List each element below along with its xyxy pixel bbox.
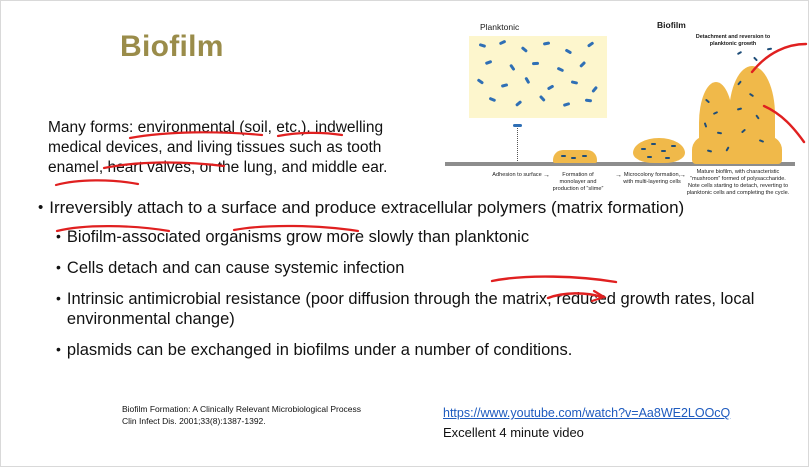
- bullet-text: Irreversibly attach to a surface and produce extracellular polymers (matrix formation): [49, 198, 685, 217]
- adhering-cell: [513, 124, 522, 127]
- stage-label-4: Mature biofilm, with characteristic “mushroom” formed of polysaccharide. Note cells starting to detach, reverting to planktonic cells and completing the cycle.: [686, 169, 790, 196]
- bullet-text: Cells detach and can cause systemic infection: [66, 259, 405, 277]
- biofilm-base: [692, 136, 782, 164]
- citation-line-2: Clin Infect Dis. 2001;33(8):1387-1392.: [122, 415, 266, 426]
- bullet-marker: •: [56, 290, 61, 306]
- detachment-note: Detachment and reversion to planktonic growth: [695, 34, 771, 47]
- bullet-text: Biofilm-associated organisms grow more slowly than planktonic: [66, 228, 530, 246]
- video-link-block: [443, 404, 730, 441]
- leader-line: [517, 128, 518, 161]
- bullet-text: plasmids can be exchanged in biofilms under a number of conditions.: [66, 341, 573, 359]
- list-item: [38, 198, 756, 218]
- stage-label-3: Microcolony formation, with multi-layering cells: [623, 172, 681, 185]
- stage-label-2: Formation of monolayer and production of “slime”: [552, 172, 604, 192]
- citation-line-1: Biofilm Formation: A Clinically Relevant Microbiological Process: [122, 404, 362, 414]
- figure-label-biofilm: Biofilm: [657, 20, 686, 30]
- biofilm-diagram: Planktonic Biofilm Detachment and reversion to planktonic growth Adhesion to surface Formation of monolayer and production of “slime” Microcolony formation, with multi-layering cells Mature biofilm, with characteristic “mushroom” formed of polysaccharide. Note cells starting to detach, reverting to planktonic cells and completing the cycle. → → →: [437, 12, 802, 197]
- bullet-list: [38, 198, 756, 371]
- bullet-marker: •: [56, 341, 61, 357]
- video-caption: Excellent 4 minute video: [443, 425, 584, 440]
- intro-paragraph: [48, 118, 428, 178]
- youtube-link[interactable]: https://www.youtube.com/watch?v=Aa8WE2LOOcQ: [443, 406, 731, 420]
- annotation-underline-enamel: [54, 176, 142, 192]
- bullet-marker: •: [56, 259, 61, 275]
- microcolony-matrix: [633, 138, 685, 163]
- intro-line-2: medical devices, and living tissues such as tooth: [48, 139, 382, 156]
- list-item: [56, 289, 756, 329]
- stage-label-1: Adhesion to surface: [492, 172, 542, 178]
- intro-line-3: enamel, heart valves, or the lung, and middle ear.: [48, 159, 388, 176]
- list-item: [56, 258, 756, 278]
- list-item: [56, 340, 756, 360]
- citation: [122, 404, 361, 427]
- intro-line-1: Many forms: environmental (soil, etc.), indwelling: [48, 119, 384, 136]
- list-item: [56, 227, 756, 247]
- bullet-marker: •: [56, 228, 61, 244]
- bullet-marker: •: [38, 199, 44, 216]
- planktonic-panel: [469, 36, 607, 118]
- bullet-text: Intrinsic antimicrobial resistance (poor diffusion through the matrix, reduced growth rates, local environmental change): [66, 290, 755, 328]
- page-title: Biofilm: [120, 30, 224, 63]
- figure-label-planktonic: Planktonic: [480, 22, 520, 32]
